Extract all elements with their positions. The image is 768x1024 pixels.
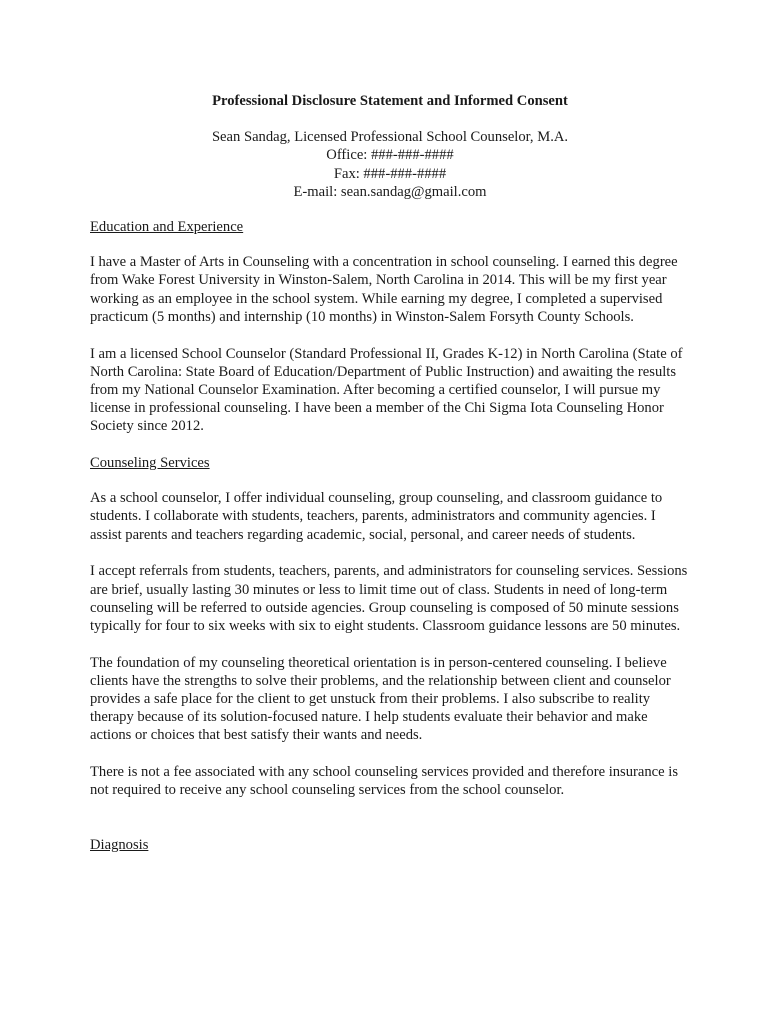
section-heading-education: Education and Experience [90,219,244,236]
services-paragraph-4: There is not a fee associated with any school counseling services provided and therefore insurance is not required to receive any school counseling services from the school counselor. [90,764,679,799]
email-address: E-mail: sean.sandag@gmail.com [293,183,487,200]
fax-number: Fax: ###-###-#### [333,165,447,182]
document-title: Professional Disclosure Statement and Informed Consent [212,93,568,109]
services-paragraph-2: I accept referrals from students, teachers, parents, and administrators for counseling services. Sessions are brief, usually lasting 30 minutes or less to limit time out of class. Students in need of long-term counseling will be referred to outside agencies. Group counseling is composed of 50 minute sessions typically for four to six weeks with six to eight students. Classroom guidance lessons are 50 minutes. [90,563,688,634]
contact-header [90,128,690,201]
document-body [90,92,690,871]
blank-line [90,818,690,836]
section-heading-diagnosis: Diagnosis [90,837,149,854]
counselor-name-line: Sean Sandag, Licensed Professional School Counselor, M.A. [211,129,569,146]
office-phone: Office: ###-###-#### [326,147,454,164]
services-paragraph-3: The foundation of my counseling theoretical orientation is in person-centered counseling. I believe clients have the strengths to solve their problems, and the relationship between client and counselor provides a safe place for the client to get unstuck from their problems. I also subscribe to reality therapy because of its solution-focused nature. I help students evaluate their behavior and make actions or choices that best satisfy their wants and needs. [90,654,671,744]
services-paragraph-1: As a school counselor, I offer individual counseling, group counseling, and classroom guidance to students. I collaborate with students, teachers, parents, administrators and community agencies. I assist parents and teachers regarding academic, social, personal, and career needs of students. [90,490,663,543]
education-paragraph-2: I am a licensed School Counselor (Standard Professional II, Grades K-12) in North Carolina (State of North Carolina: State Board of Education/Department of Public Instruction) and awaiting the results from my National Counselor Examination. After becoming a certified counselor, I will pursue my license in professional counseling. I have been a member of the Chi Sigma Iota Counseling Honor Society since 2012. [90,345,683,435]
education-paragraph-1: I have a Master of Arts in Counseling with a concentration in school counseling. I earned this degree from Wake Forest University in Winston-Salem, North Carolina in 2014. This will be my first year working as an employee in the school system. While earning my degree, I completed a supervised practicum (5 months) and internship (10 months) in Winston-Salem Forsyth County Schools. [90,254,678,325]
section-heading-services: Counseling Services [90,455,210,472]
